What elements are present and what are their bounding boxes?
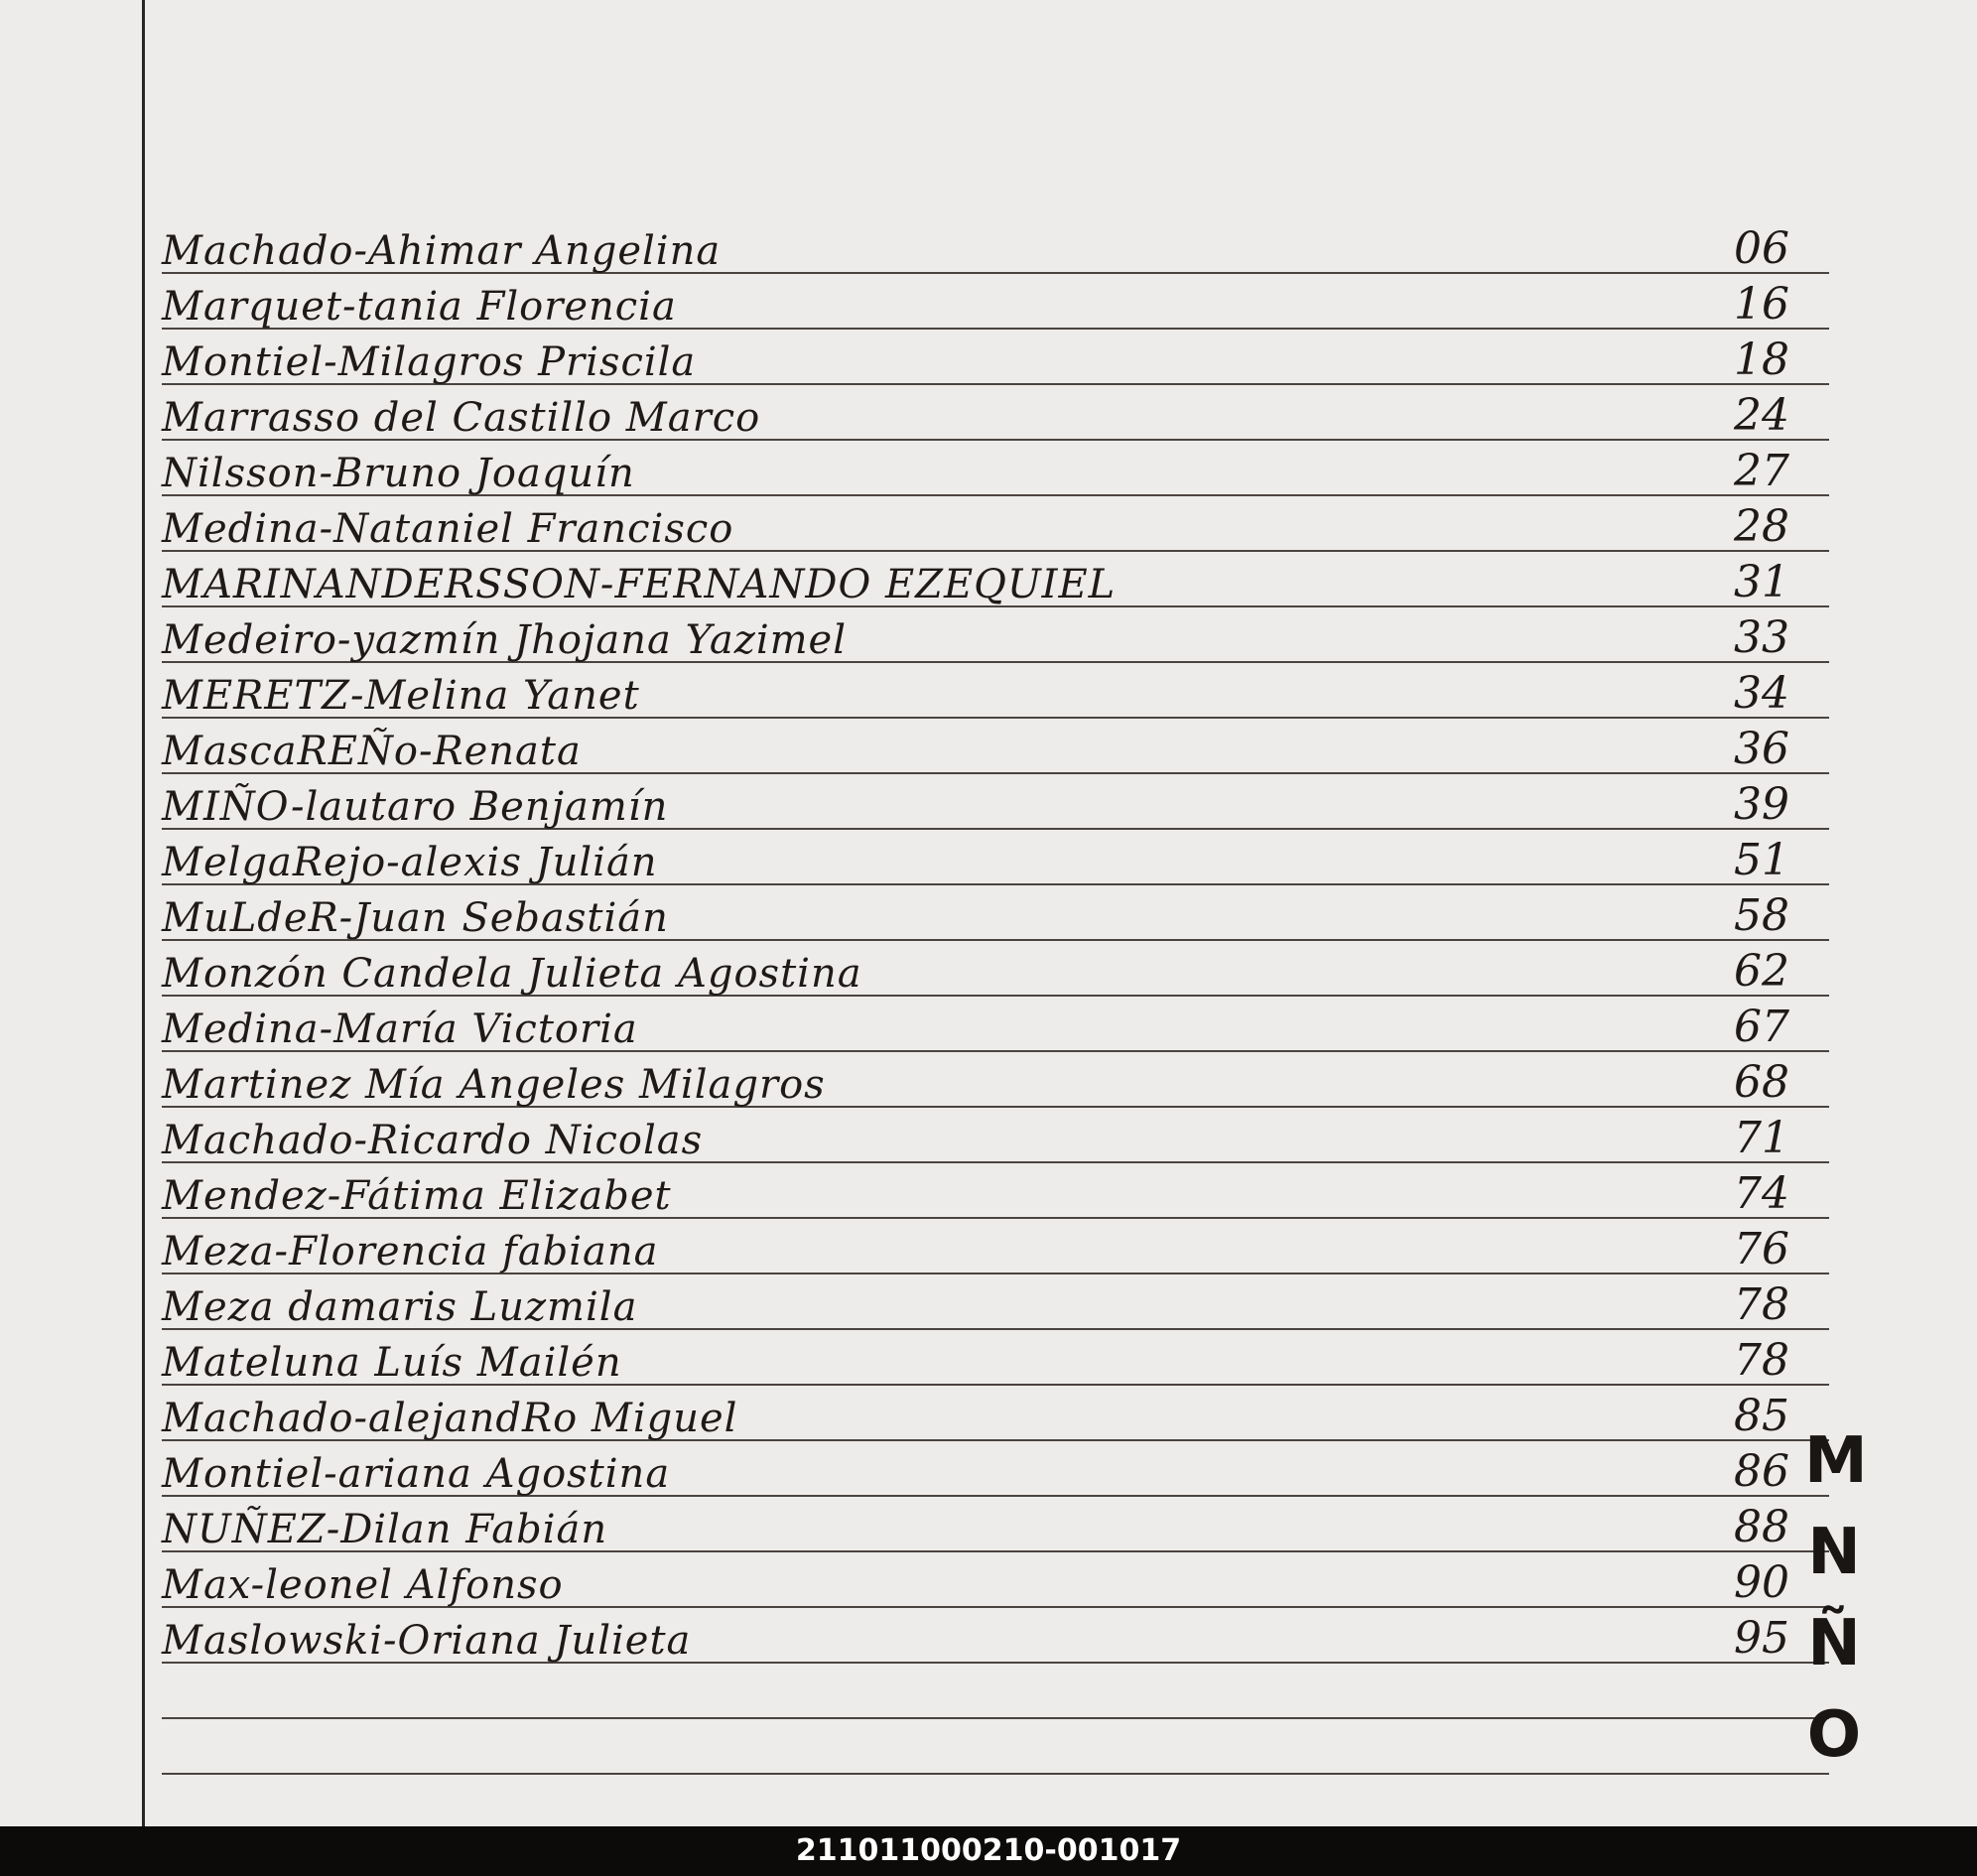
entry-number: 31 (1734, 557, 1789, 607)
ledger-row (162, 1274, 1829, 1330)
ledger-row (162, 218, 1829, 274)
ledger-row (162, 1719, 1829, 1775)
entry-number: 36 (1734, 724, 1789, 774)
student-name: MIÑO-lautaro Benjamín (162, 784, 669, 830)
ledger-row (162, 1219, 1829, 1274)
student-name: Mateluna Luís Mailén (162, 1340, 622, 1386)
student-name: Machado-Ricardo Nicolas (162, 1118, 704, 1163)
entry-number: 18 (1734, 335, 1789, 385)
index-tab-letter[interactable]: M (1804, 1424, 1868, 1498)
ledger-row (162, 1552, 1829, 1608)
student-name: Nilsson-Bruno Joaquín (162, 451, 635, 496)
entry-number: 39 (1734, 779, 1789, 830)
ledger-row (162, 385, 1829, 441)
entry-number: 67 (1734, 1002, 1789, 1052)
student-name: Mendez-Fátima Elizabet (162, 1173, 672, 1219)
entry-number: 06 (1734, 223, 1789, 274)
ledger-row (162, 1163, 1829, 1219)
student-name: Marrasso del Castillo Marco (162, 395, 761, 441)
entry-number: 27 (1734, 446, 1789, 496)
entry-number: 78 (1734, 1279, 1789, 1330)
ledger-row (162, 607, 1829, 663)
student-name: Maslowski-Oriana Julieta (162, 1618, 692, 1664)
entry-number: 76 (1734, 1224, 1789, 1274)
student-name: Medeiro-yazmín Jhojana Yazimel (162, 617, 847, 663)
ledger-row (162, 885, 1829, 941)
student-name: MERETZ-Melina Yanet (162, 673, 640, 719)
entry-number: 58 (1734, 890, 1789, 941)
student-name: Medina-María Victoria (162, 1006, 638, 1052)
entry-number: 51 (1734, 835, 1789, 885)
index-tab-letter[interactable]: Ñ (1807, 1607, 1861, 1680)
ledger-row (162, 330, 1829, 385)
student-name: MuLdeR-Juan Sebastián (162, 895, 669, 941)
ledger-row (162, 663, 1829, 719)
student-name: Machado-alejandRo Miguel (162, 1396, 738, 1441)
entry-number: 24 (1734, 390, 1789, 441)
ledger-row (162, 1608, 1829, 1664)
ledger-row (162, 1664, 1829, 1719)
student-name: Montiel-Milagros Priscila (162, 339, 697, 385)
student-name: Monzón Candela Julieta Agostina (162, 951, 862, 997)
index-tab-letter[interactable]: O (1806, 1698, 1862, 1772)
ledger-row (162, 1108, 1829, 1163)
ledger-row (162, 496, 1829, 552)
margin-rule (142, 0, 145, 1826)
ledger-row (162, 1497, 1829, 1552)
ledger-row (162, 719, 1829, 774)
student-name: MARINANDERSSON-FERNANDO EZEQUIEL (162, 562, 1117, 607)
ledger-row (162, 441, 1829, 496)
ledger-row (162, 1330, 1829, 1386)
footer-bar (0, 1826, 1977, 1876)
entry-number: 62 (1734, 946, 1789, 997)
entry-number: 71 (1734, 1113, 1789, 1163)
entry-number: 68 (1734, 1057, 1789, 1108)
ledger-row (162, 1052, 1829, 1108)
entry-number: 88 (1734, 1502, 1789, 1552)
entry-number: 16 (1734, 279, 1789, 330)
ledger-row (162, 830, 1829, 885)
student-name: Meza-Florencia fabiana (162, 1229, 659, 1274)
ledger-row (162, 552, 1829, 607)
entry-number: 74 (1734, 1168, 1789, 1219)
student-name: Max-leonel Alfonso (162, 1562, 564, 1608)
ledger-row (162, 941, 1829, 997)
ledger-row (162, 997, 1829, 1052)
ledger-row (162, 1441, 1829, 1497)
student-name: MelgaRejo-alexis Julián (162, 840, 658, 885)
entry-number: 28 (1734, 501, 1789, 552)
ledger-row (162, 1386, 1829, 1441)
entry-number: 33 (1734, 612, 1789, 663)
entry-number: 78 (1734, 1335, 1789, 1386)
entry-number: 95 (1734, 1613, 1789, 1664)
student-name: Meza damaris Luzmila (162, 1284, 638, 1330)
student-name: Marquet-tania Florencia (162, 284, 677, 330)
document-id: 211011000210-001017 (795, 1833, 1182, 1868)
student-name: Martinez Mía Angeles Milagros (162, 1062, 826, 1108)
entry-number: 34 (1734, 668, 1789, 719)
ledger-row (162, 274, 1829, 330)
student-name: Montiel-ariana Agostina (162, 1451, 671, 1497)
student-name: Medina-Nataniel Francisco (162, 506, 734, 552)
student-name: MascaREÑo-Renata (162, 729, 582, 774)
entry-list (147, 0, 1834, 1826)
student-name: NUÑEZ-Dilan Fabián (162, 1507, 608, 1552)
entry-number: 86 (1734, 1446, 1789, 1497)
ledger-row (162, 774, 1829, 830)
entry-number: 85 (1734, 1391, 1789, 1441)
index-tab-letter[interactable]: N (1807, 1516, 1861, 1589)
student-name: Machado-Ahimar Angelina (162, 228, 722, 274)
entry-number: 90 (1734, 1557, 1789, 1608)
